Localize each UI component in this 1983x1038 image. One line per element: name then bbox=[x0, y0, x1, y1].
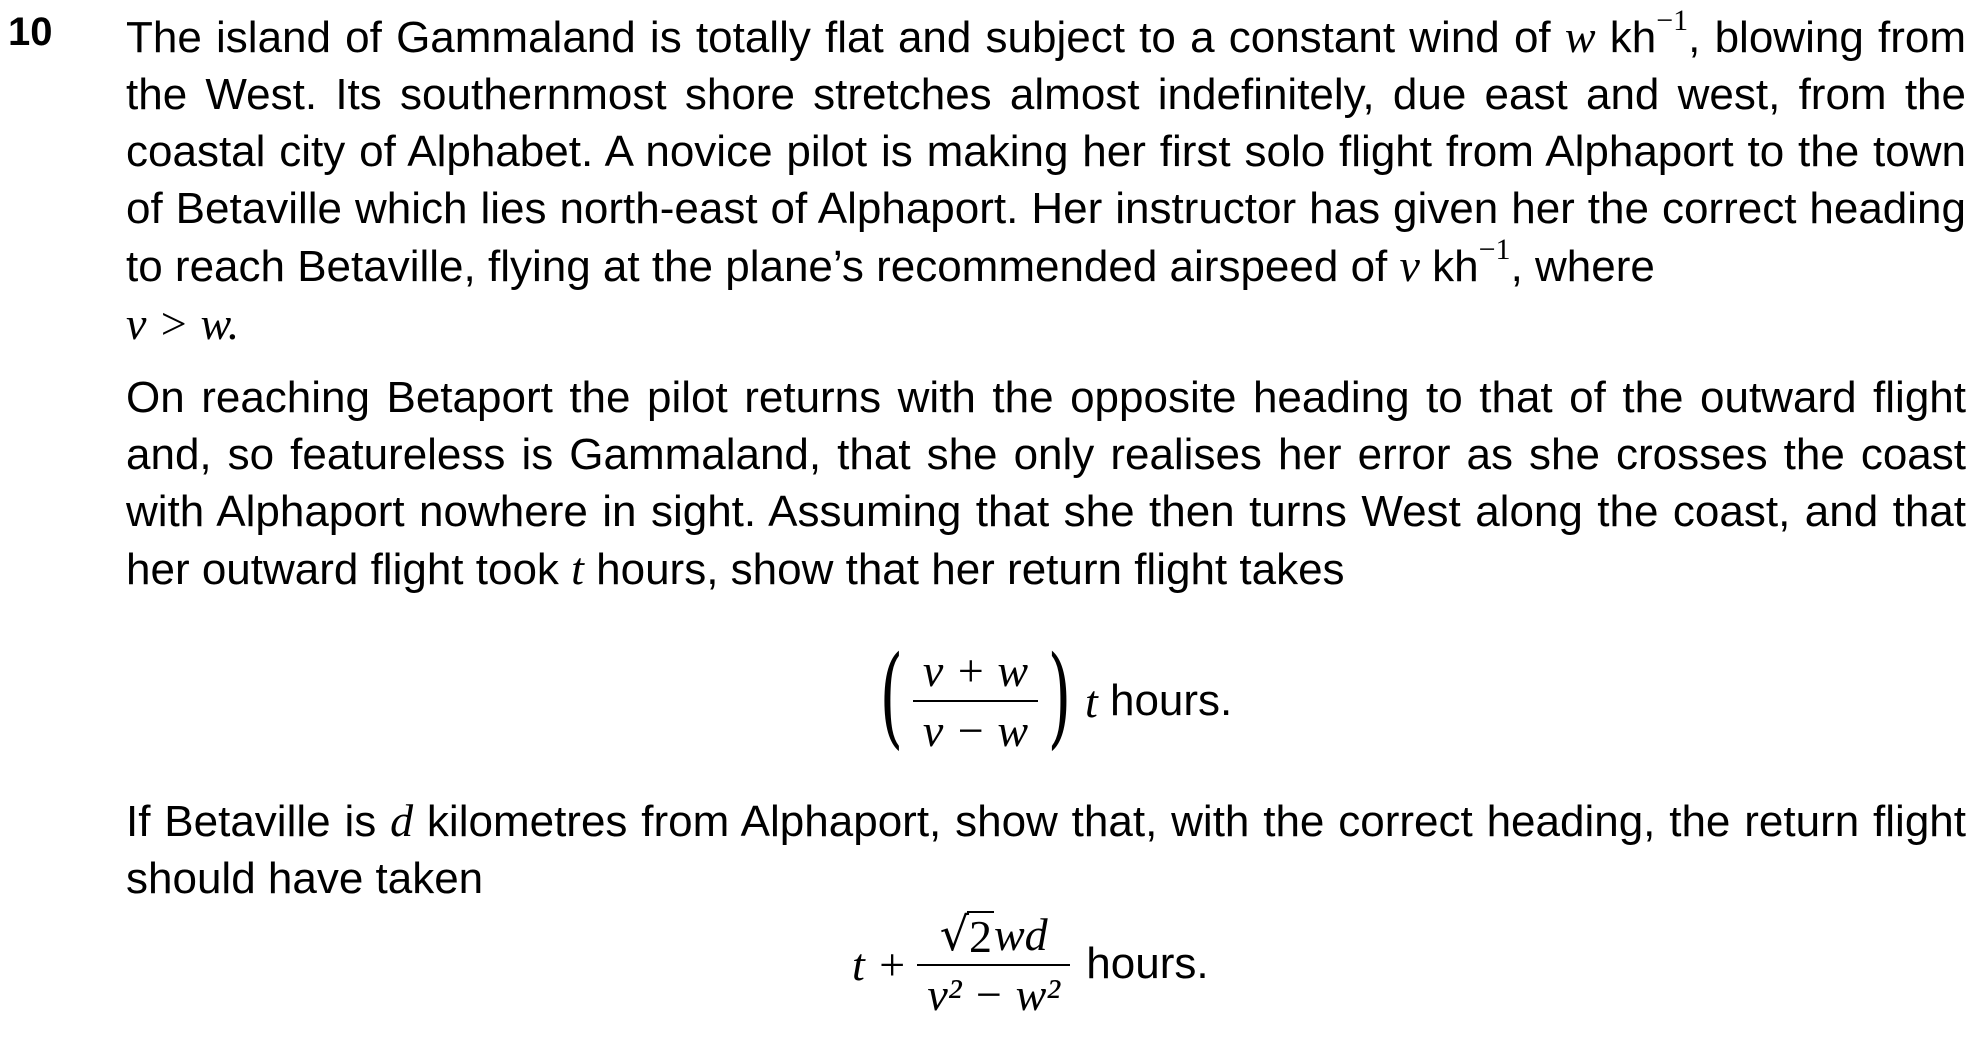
unit-exponent: −1 bbox=[1656, 4, 1689, 37]
display-equation-1 bbox=[870, 632, 1233, 766]
square-root bbox=[940, 907, 994, 961]
display1-suffix: hours. bbox=[1097, 676, 1233, 725]
fraction-2-numerator bbox=[930, 907, 1058, 962]
display1-var-t: t bbox=[1084, 675, 1098, 727]
paragraph-1 bbox=[126, 4, 1966, 353]
question-body bbox=[126, 4, 1966, 598]
left-paren: ( bbox=[879, 632, 904, 760]
fraction-2 bbox=[917, 907, 1070, 1022]
var-d: d bbox=[390, 795, 414, 846]
display2-suffix: hours. bbox=[1074, 939, 1209, 988]
radical-sign: √ bbox=[939, 906, 969, 961]
fraction-bar-2 bbox=[917, 964, 1070, 966]
fraction-2-denominator: v² − w² bbox=[927, 968, 1061, 1020]
p3-text-a: If Betaville is bbox=[126, 797, 391, 846]
fraction-1-denominator: v − w bbox=[922, 705, 1029, 756]
unit-kh-2: kh bbox=[1432, 242, 1479, 291]
var-v: v bbox=[1399, 240, 1420, 291]
radicand: 2 bbox=[969, 910, 992, 962]
fraction-1-numerator: v + w bbox=[922, 645, 1029, 696]
paragraph-2 bbox=[126, 369, 1966, 598]
question-number: 10 bbox=[8, 10, 53, 54]
fraction-1 bbox=[913, 644, 1038, 758]
numerator-rest: wd bbox=[994, 908, 1048, 960]
p2-text-b: hours, show that her return flight takes bbox=[583, 545, 1345, 594]
var-w: w bbox=[1564, 11, 1596, 62]
p3-text-b: kilometres from Alphaport, show that, with the correct heading, the return flight should have taken bbox=[126, 797, 1966, 903]
p2-text-a: On reaching Betaport the pilot returns with the opposite heading to that of the outward flight and, so featureless is Gammaland, that she only realises her error as she crosses the coast with Alphaport nowhere in sight. Assuming that she then turns West along the coast, and that her outward flight took bbox=[126, 373, 1966, 594]
p1-text-b: , blowing from the West. Its southernmost shore stretches almost indefinitely, due east and west, from the coastal city of Alphabet. A novice pilot is making her first solo flight from Alphaport to the town of Betaville which lies north-east of Alphaport. Her instructor has given her the correct heading to reach Betaville, flying at the plane’s recommended airspeed of bbox=[126, 13, 1966, 291]
inequality: v > w. bbox=[126, 298, 240, 349]
display2-prefix: t + bbox=[852, 938, 908, 990]
right-paren: ) bbox=[1047, 632, 1072, 760]
display-equation-2 bbox=[852, 904, 1209, 1024]
unit-exponent-2: −1 bbox=[1478, 233, 1511, 266]
paragraph-3 bbox=[126, 792, 1966, 907]
unit-kh: kh bbox=[1609, 13, 1657, 62]
fraction-bar bbox=[913, 700, 1038, 702]
p1-text-a: The island of Gammaland is totally flat and subject to a constant wind of bbox=[126, 13, 1565, 62]
var-t: t bbox=[571, 543, 584, 594]
p1-text-c: , where bbox=[1510, 242, 1655, 291]
